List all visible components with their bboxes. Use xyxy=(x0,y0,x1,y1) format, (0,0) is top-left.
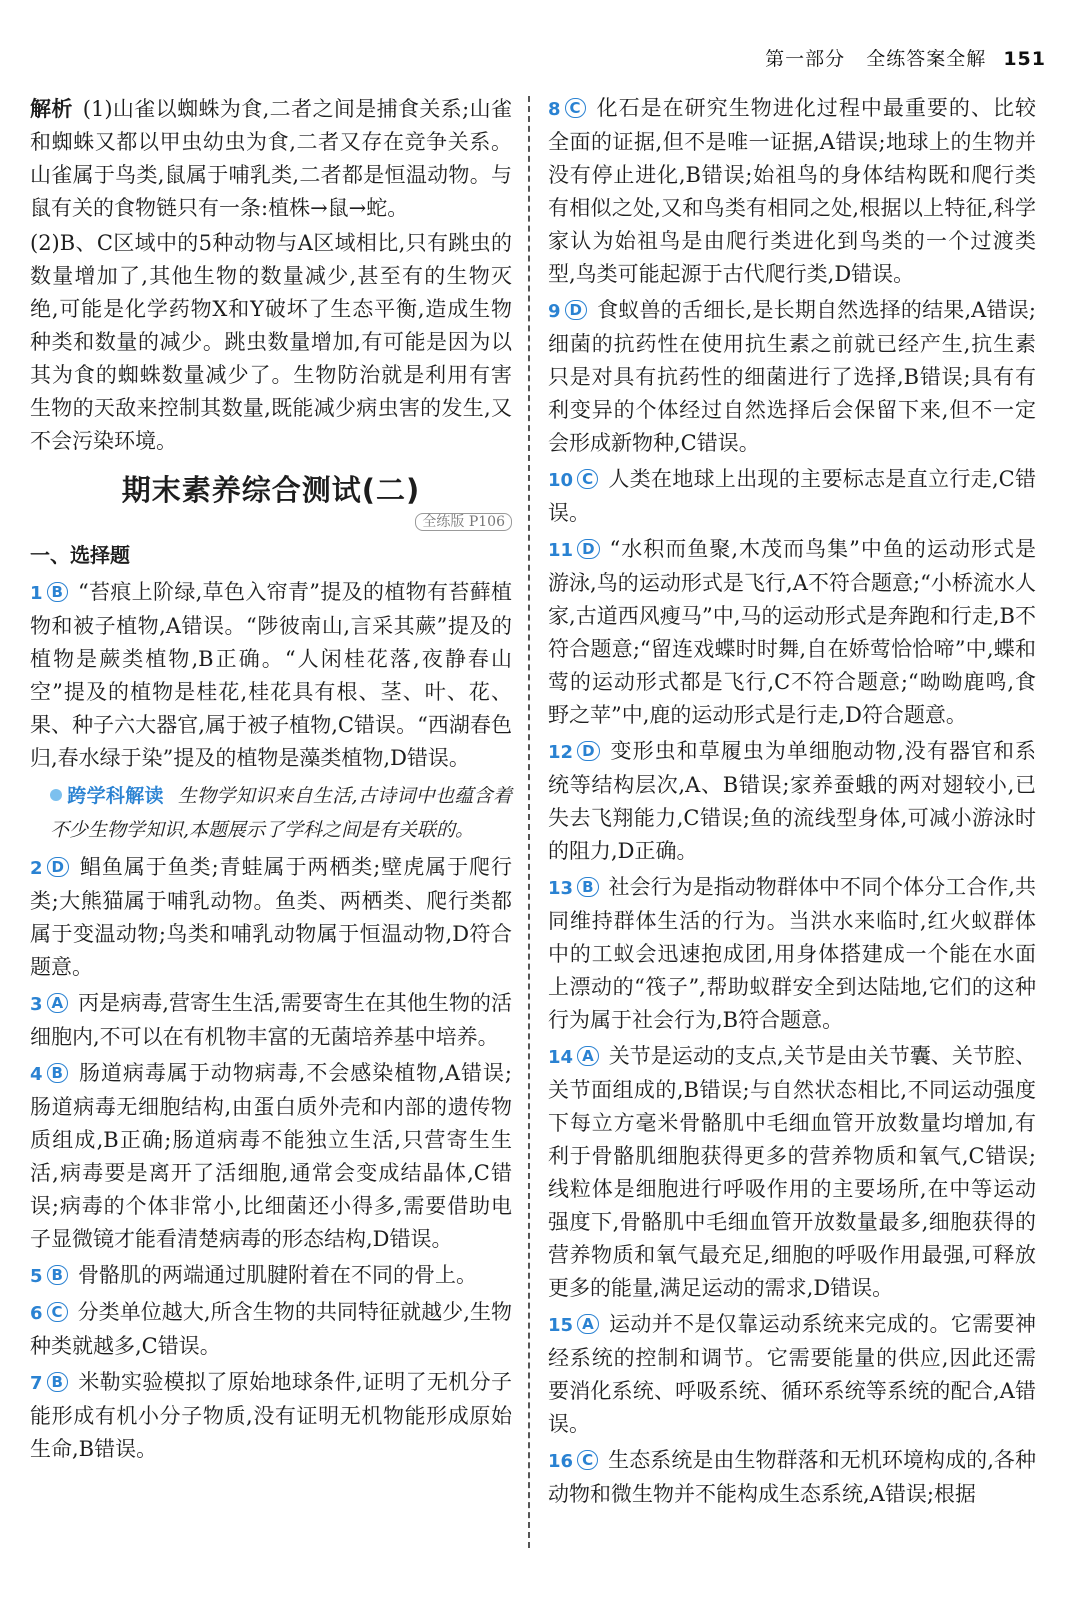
answer-explanation: 社会行为是指动物群体中不同个体分工合作,共同维持群体生活的行为。当洪水来临时,红火蚁群体中的工蚁会迅速抱成团,用身体搭建成一个能在水面上漂动的“筏子”,帮助蚁群安全到达陆地,它们的这种行为属于社会行为,B符合题意。 xyxy=(548,875,1036,1032)
cross-discipline-tag: 跨学科解读 xyxy=(67,785,164,807)
answer-explanation: 变形虫和草履虫为单细胞动物,没有器官和系统等结构层次,A、B错误;家养蚕蛾的两对翅较小,已失去飞翔能力,C错误;鱼的流线型身体,可减小游泳时的阻力,D正确。 xyxy=(548,739,1036,863)
question-number: 4 xyxy=(30,1064,43,1085)
analysis-label: 解析 xyxy=(30,96,73,121)
answer-choice: A xyxy=(577,1314,599,1334)
answer-choice: D xyxy=(577,539,599,559)
section-heading: 一、选择题 xyxy=(30,543,130,567)
answer-item xyxy=(30,1259,512,1293)
answer-choice: D xyxy=(47,857,69,877)
question-number: 12 xyxy=(548,742,574,763)
answer-item xyxy=(548,1040,1036,1305)
answer-item xyxy=(30,1057,512,1256)
question-number: 13 xyxy=(548,878,574,899)
answer-explanation: 运动并不是仅靠运动系统来完成的。它需要神经系统的控制和调节。它需要能量的供应,因此还需要消化系统、呼吸系统、循环系统等系统的配合,A错误。 xyxy=(548,1312,1036,1436)
answer-explanation: 分类单位越大,所含生物的共同特征就越少,生物种类就越多,C错误。 xyxy=(30,1300,512,1358)
answer-item xyxy=(30,1366,512,1466)
answer-item xyxy=(548,1308,1036,1441)
answer-choice: C xyxy=(577,469,598,489)
answer-item xyxy=(30,851,512,984)
header-section: 第一部分 xyxy=(765,48,846,70)
answer-explanation: 鲳鱼属于鱼类;青蛙属于两栖类;壁虎属于爬行类;大熊猫属于哺乳动物。鱼类、两栖类、爬行类都属于变温动物;鸟类和哺乳动物属于恒温动物,D符合题意。 xyxy=(30,855,512,979)
page-header xyxy=(765,44,1046,71)
question-number: 7 xyxy=(30,1373,43,1394)
question-number: 5 xyxy=(30,1266,43,1287)
analysis-text-1: (1)山雀以蜘蛛为食,二者之间是捕食关系;山雀和蜘蛛又都以甲虫幼虫为食,二者又存在竞争关系。山雀属于鸟类,鼠属于哺乳类,二者都是恒温动物。与鼠有关的食物链只有一条:植株→鼠→蛇。 xyxy=(30,97,513,220)
question-number: 11 xyxy=(548,540,574,561)
answer-choice: B xyxy=(47,582,68,602)
answer-explanation: 食蚁兽的舌细长,是长期自然选择的结果,A错误;细菌的抗药性在使用抗生素之前就已经产生,抗生素只是对具有抗药性的细菌进行了选择,B错误;具有有利变异的个体经过自然选择后会保留下来,但不一定会形成新物种,C错误。 xyxy=(548,298,1036,455)
answer-explanation: 生态系统是由生物群落和无机环境构成的,各种动物和微生物并不能构成生态系统,A错误;根据 xyxy=(548,1448,1036,1506)
analysis-text-2: (2)B、C区域中的5种动物与A区域相比,只有跳虫的数量增加了,其他生物的数量减少,甚至有的生物灭绝,可能是化学药物X和Y破坏了生态平衡,造成生物种类和数量的减少。跳虫数量增加,有可能是因为以其为食的蜘蛛数量减少了。生物防治就是利用有害生物的天敌来控制其数量,既能减少病虫害的发生,又不会污染环境。 xyxy=(30,231,512,453)
question-number: 6 xyxy=(30,1303,43,1324)
answer-item xyxy=(30,576,512,775)
question-number: 16 xyxy=(548,1451,574,1472)
question-number: 2 xyxy=(30,858,43,879)
header-subtitle: 全练答案全解 xyxy=(866,48,987,70)
question-number: 8 xyxy=(548,99,561,120)
question-number: 10 xyxy=(548,470,574,491)
answer-explanation: 人类在地球上出现的主要标志是直立行走,C错误。 xyxy=(548,467,1036,525)
answer-choice: A xyxy=(47,993,69,1013)
question-number: 3 xyxy=(30,994,43,1015)
column-divider xyxy=(528,96,530,1548)
question-number: 14 xyxy=(548,1047,574,1068)
bullet-icon xyxy=(50,789,62,801)
analysis-paragraph xyxy=(30,92,512,225)
answer-explanation: “水积而鱼聚,木茂而鸟集”中鱼的运动形式是游泳,鸟的运动形式是飞行,A不符合题意;“小桥流水人家,古道西风瘦马”中,马的运动形式是奔跑和行走,B不符合题意;“留连戏蝶时时舞,自在娇莺恰恰啼”中,蝶和莺的运动形式都是飞行,C不符合题意;“呦呦鹿鸣,食野之苹”中,鹿的运动形式是行走,D符合题意。 xyxy=(548,537,1036,727)
cross-discipline-note xyxy=(50,779,512,847)
answer-choice: B xyxy=(47,1265,68,1285)
page-number: 151 xyxy=(1003,48,1046,70)
answer-explanation: 关节是运动的支点,关节是由关节囊、关节腔、关节面组成的,B错误;与自然状态相比,不同运动强度下每立方毫米骨骼肌中毛细血管开放数量均增加,有利于骨骼肌细胞获得更多的营养物质和氧气,C错误;线粒体是细胞进行呼吸作用的主要场所,在中等运动强度下,骨骼肌中毛细血管开放数量最多,细胞获得的营养物质和氧气最充足,细胞的呼吸作用最强,可释放更多的能量,满足运动的需求,D错误。 xyxy=(548,1044,1036,1300)
answer-explanation: 丙是病毒,营寄生生活,需要寄生在其他生物的活细胞内,不可以在有机物丰富的无菌培养基中培养。 xyxy=(30,991,512,1049)
answer-item xyxy=(548,871,1036,1037)
answer-explanation: 肠道病毒属于动物病毒,不会感染植物,A错误;肠道病毒无细胞结构,由蛋白质外壳和内部的遗传物质组成,B正确;肠道病毒不能独立生活,只营寄生生活,病毒要是离开了活细胞,通常会变成结晶体,C错误;病毒的个体非常小,比细菌还小得多,需要借助电子显微镜才能看清楚病毒的形态结构,D错误。 xyxy=(30,1061,512,1251)
answer-choice: D xyxy=(565,300,587,320)
answer-choice: B xyxy=(47,1372,68,1392)
answer-explanation: 骨骼肌的两端通过肌腱附着在不同的骨上。 xyxy=(77,1263,477,1287)
answer-choice: B xyxy=(577,877,598,897)
answer-item xyxy=(548,1444,1036,1511)
answer-item xyxy=(30,987,512,1054)
cross-discipline-text: 生物学知识来自生活,古诗词中也蕴含着不少生物学知识,本题展示了学科之间是有关联的。 xyxy=(50,785,512,841)
right-column xyxy=(548,92,1036,1514)
answer-choice: C xyxy=(565,98,586,118)
answer-item xyxy=(548,463,1036,530)
answer-choice: A xyxy=(577,1046,599,1066)
answer-item xyxy=(30,1296,512,1363)
workbook-reference-badge: 全练版 P106 xyxy=(415,513,512,531)
answer-explanation: “苔痕上阶绿,草色入帘青”提及的植物有苔藓植物和被子植物,A错误。“陟彼南山,言采其蕨”提及的植物是蕨类植物,B正确。“人闲桂花落,夜静春山空”提及的植物是桂花,桂花具有根、茎、叶、花、果、种子六大器官,属于被子植物,C错误。“西湖春色归,春水绿于染”提及的植物是藻类植物,D错误。 xyxy=(30,580,512,770)
answer-explanation: 化石是在研究生物进化过程中最重要的、比较全面的证据,但不是唯一证据,A错误;地球上的生物并没有停止进化,B错误;始祖鸟的身体结构既和爬行类有相似之处,又和鸟类有相同之处,根据以上特征,科学家认为始祖鸟是由爬行类进化到鸟类的一个过渡类型,鸟类可能起源于古代爬行类,D错误。 xyxy=(548,96,1036,286)
answer-choice: C xyxy=(577,1450,598,1470)
answer-choice: B xyxy=(47,1063,68,1083)
answer-item xyxy=(548,294,1036,460)
question-number: 1 xyxy=(30,583,43,604)
answer-choice: D xyxy=(577,741,599,761)
left-column xyxy=(30,92,512,1469)
page-title: 期末素养综合测试(二) xyxy=(121,473,421,507)
workbook-reference xyxy=(30,513,512,531)
answer-item xyxy=(548,92,1036,291)
answer-explanation: 米勒实验模拟了原始地球条件,证明了无机分子能形成有机小分子物质,没有证明无机物能形成原始生命,B错误。 xyxy=(30,1370,512,1461)
answer-item xyxy=(548,533,1036,732)
question-number: 15 xyxy=(548,1315,574,1336)
answer-item xyxy=(548,735,1036,868)
answer-choice: C xyxy=(47,1302,68,1322)
question-number: 9 xyxy=(548,301,561,322)
